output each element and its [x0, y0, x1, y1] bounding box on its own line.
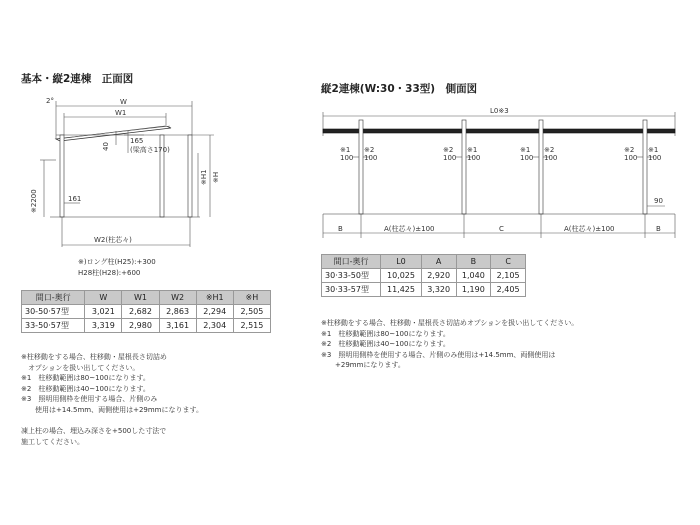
table-cell: 30·33-50型	[322, 269, 381, 283]
frost-post-note: 凍上柱の場合、埋込み深さを+500した寸法で 施工してください。	[21, 427, 167, 446]
table-cell: 2,920	[421, 269, 456, 283]
move-note-ref: ※2	[364, 146, 375, 154]
front-dimension-table	[21, 290, 271, 333]
table-cell: 3,021	[85, 305, 122, 319]
height-h1-label: ※H1	[200, 169, 208, 185]
table-cell: 2,105	[491, 269, 526, 283]
header-cell: 間口-奥行	[22, 291, 85, 305]
move-note-ref: ※1	[520, 146, 531, 154]
height-2200-label: ※2200	[30, 189, 38, 213]
height-h-label: ※H	[212, 171, 220, 183]
table-cell: 30-50·57型	[22, 305, 85, 319]
side-dimension-table	[321, 254, 526, 297]
move-range-value: 100	[520, 154, 534, 162]
move-note-ref: ※1	[467, 146, 478, 154]
table-cell: 33-50·57型	[22, 319, 85, 333]
table-cell: 1,040	[456, 269, 491, 283]
table-row	[22, 305, 271, 319]
move-range-value: 100	[340, 154, 354, 162]
beam-height-label: (梁高さ170)	[130, 146, 170, 154]
side-view-diagram	[320, 100, 680, 245]
table-cell: 2,682	[122, 305, 159, 319]
table-cell: 11,425	[381, 283, 422, 297]
overall-length-label: L0※3	[490, 107, 509, 115]
table-row	[22, 319, 271, 333]
header-cell: C	[491, 255, 526, 269]
table-cell: 2,405	[491, 283, 526, 297]
move-note-ref: ※2	[624, 146, 635, 154]
dim-161-label: 161	[68, 195, 82, 203]
span-a-left-label: A(柱芯々)±100	[384, 225, 435, 233]
table-cell: 2,980	[122, 319, 159, 333]
width-w1-label: W1	[115, 109, 127, 117]
move-note-ref: ※2	[443, 146, 454, 154]
side-view-title: 縦2連棟(W:30・33型) 側面図	[321, 83, 478, 95]
table-cell: 3,320	[421, 283, 456, 297]
header-cell: A	[421, 255, 456, 269]
table-cell: 3,319	[85, 319, 122, 333]
table-cell: 10,025	[381, 269, 422, 283]
dim-40-label: 40	[102, 142, 110, 151]
width-w-label: W	[120, 98, 127, 106]
move-range-value: 100	[624, 154, 638, 162]
table-cell: 2,304	[196, 319, 233, 333]
header-cell: L0	[381, 255, 422, 269]
table-cell: 3,161	[159, 319, 196, 333]
move-range-value: 100	[364, 154, 378, 162]
span-c-label: C	[499, 225, 504, 233]
table-cell: 2,863	[159, 305, 196, 319]
header-cell: W2	[159, 291, 196, 305]
table-cell: 2,294	[196, 305, 233, 319]
table-cell: 2,505	[233, 305, 270, 319]
move-range-value: 100	[467, 154, 481, 162]
table-header-row	[22, 291, 271, 305]
front-view-title: 基本・縦2連棟 正面図	[21, 73, 134, 85]
long-post-note: ※)ロング柱(H25):+300	[78, 258, 156, 266]
table-header-row	[322, 255, 526, 269]
post-span-w2-label: W2(柱芯々)	[94, 236, 132, 244]
header-cell: W	[85, 291, 122, 305]
header-cell: W1	[122, 291, 159, 305]
move-range-value: 100	[544, 154, 558, 162]
table-cell: 30·33-57型	[322, 283, 381, 297]
span-b-label: B	[338, 225, 343, 233]
move-note-ref: ※1	[648, 146, 659, 154]
table-cell: 1,190	[456, 283, 491, 297]
table-row	[322, 283, 526, 297]
table-row	[322, 269, 526, 283]
span-b-label: B	[656, 225, 661, 233]
roof-angle-label: 2°	[46, 97, 54, 105]
header-cell: ※H1	[196, 291, 233, 305]
move-note-ref: ※1	[340, 146, 351, 154]
side-notes: ※柱移動をする場合、柱移動・屋根長さ切詰めオプションを扱い出してください。 ※1 柱移動範囲は80~100になります。 ※2 柱移動範囲は40~100になります。 ※3 照明用側枠を使用する場合、片側のみ使用は+14.5mm、両側使用は +29mmになります。	[321, 319, 579, 369]
table-cell: 2,515	[233, 319, 270, 333]
header-cell: 間口-奥行	[322, 255, 381, 269]
header-cell: B	[456, 255, 491, 269]
move-range-value: 100	[443, 154, 457, 162]
move-note-ref: ※2	[544, 146, 555, 154]
span-a-right-label: A(柱芯々)±100	[564, 225, 615, 233]
dim-165-label: 165	[130, 137, 144, 145]
move-range-value: 100	[648, 154, 662, 162]
h28-post-note: H28柱(H28):+600	[78, 269, 141, 277]
header-cell: ※H	[233, 291, 270, 305]
front-notes: ※柱移動をする場合、柱移動・屋根長さ切詰め オプションを扱い出してください。 ※1 柱移動範囲は80~100になります。 ※2 柱移動範囲は40~100になります。 ※3 照明用側枠を使用する場合、片側のみ 使用は+14.5mm、両側使用は+29mmになります。	[21, 353, 203, 414]
dim-90-label: 90	[654, 197, 663, 205]
